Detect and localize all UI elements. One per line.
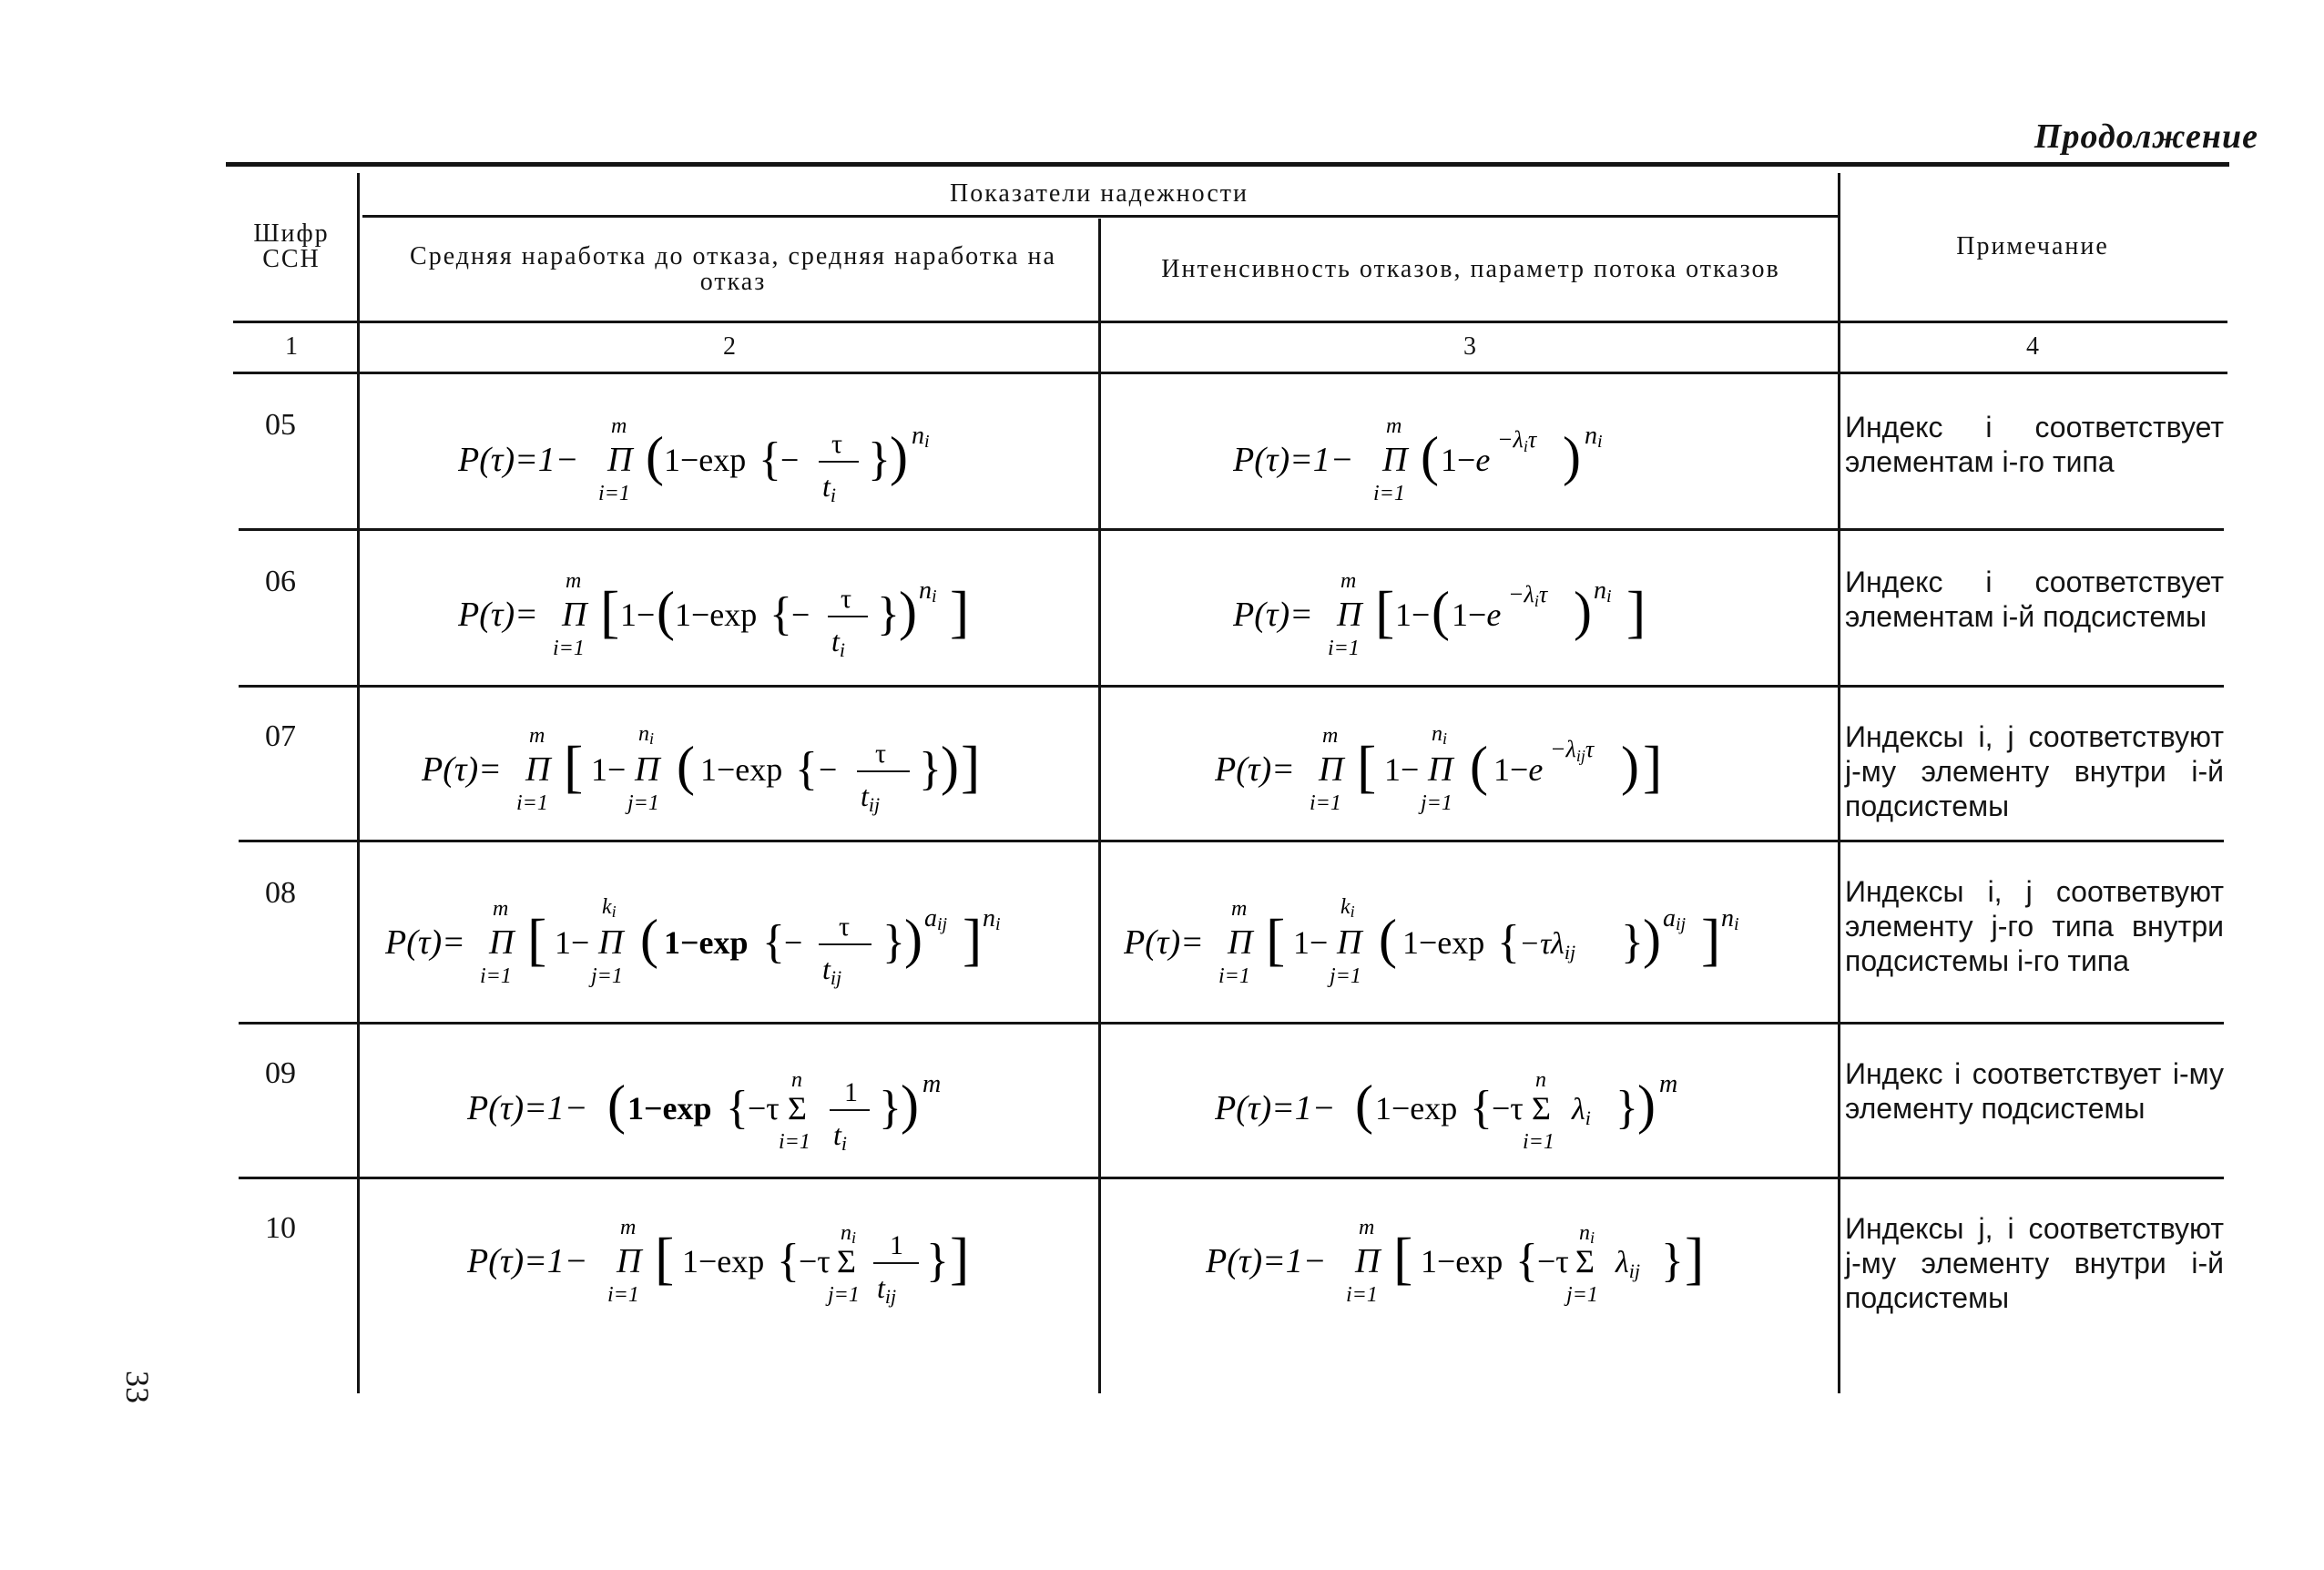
page-number: 33 <box>119 1371 156 1403</box>
svg-text:[: [ <box>1393 1226 1413 1290</box>
svg-text:−τ: −τ <box>1537 1243 1569 1279</box>
svg-text:Π: Π <box>1355 1242 1381 1280</box>
svg-text:1−exp: 1−exp <box>664 442 747 478</box>
svg-text:{: { <box>726 1082 749 1134</box>
svg-text:): ) <box>904 909 922 969</box>
continuation-label: Продолжение <box>2034 117 2258 156</box>
svg-text:[: [ <box>655 1226 675 1290</box>
svg-text:1−e: 1−e <box>1452 596 1502 633</box>
svg-text:τ: τ <box>831 429 843 459</box>
svg-text:(: ( <box>646 426 664 486</box>
header-col4: Примечание <box>1956 232 2109 260</box>
svg-text:}: } <box>1621 916 1644 968</box>
svg-text:1−: 1− <box>1384 751 1420 788</box>
svg-text:j=1: j=1 <box>828 1283 860 1307</box>
svg-text:P(τ)=: P(τ)= <box>1233 596 1313 634</box>
row-separator <box>239 1177 2224 1179</box>
row-08-formula-rate <box>1102 856 1838 1020</box>
row-09-code: 09 <box>265 1056 296 1090</box>
svg-text:ni: ni <box>983 904 1001 934</box>
svg-text:m: m <box>566 569 582 593</box>
row-08-formula-mtbf <box>364 856 1098 1020</box>
svg-text:−: − <box>780 442 800 478</box>
svg-text:[: [ <box>1375 579 1395 644</box>
svg-text:P(τ)=1−: P(τ)=1− <box>1206 1242 1327 1280</box>
col-divider-2 <box>1098 219 1101 1393</box>
svg-text:[: [ <box>1266 907 1286 972</box>
svg-text:−: − <box>791 596 810 633</box>
column-number-2: 2 <box>723 332 736 361</box>
svg-text:{: { <box>762 916 785 968</box>
svg-text:1−: 1− <box>1395 596 1431 633</box>
row-09-formula-mtbf <box>364 1031 1098 1177</box>
svg-text:{: { <box>759 433 781 485</box>
svg-text:τ: τ <box>875 739 887 769</box>
svg-text:]: ] <box>1643 734 1663 799</box>
header-col3: Интенсивность отказов, параметр потока отказов <box>1161 255 1780 283</box>
svg-text:1−exp: 1−exp <box>675 596 758 633</box>
svg-text:[: [ <box>600 579 620 644</box>
svg-text:Π: Π <box>1382 441 1408 479</box>
svg-text:1−: 1− <box>1293 924 1329 961</box>
svg-text:τ: τ <box>839 912 851 942</box>
svg-text:m: m <box>620 1216 637 1239</box>
svg-text:(: ( <box>1432 581 1450 641</box>
svg-text:P(τ)=: P(τ)= <box>1124 923 1204 962</box>
svg-text:i=1: i=1 <box>598 482 630 505</box>
svg-text:ki: ki <box>602 895 617 921</box>
row-05-note: Индекс i соответствует элементам i-го типа <box>1845 411 2224 478</box>
svg-text:tij: tij <box>822 953 842 989</box>
group-header-rule <box>362 215 1838 218</box>
svg-text:]: ] <box>1701 907 1721 972</box>
row-09-formula-rate <box>1102 1031 1838 1177</box>
svg-text:(: ( <box>657 581 675 641</box>
svg-text:m: m <box>1231 897 1248 921</box>
svg-text:{: { <box>777 1235 800 1287</box>
svg-text:}: } <box>926 1235 949 1287</box>
svg-text:): ) <box>1574 581 1592 641</box>
svg-text:P(τ)=: P(τ)= <box>422 750 502 789</box>
header-group: Показатели надежности <box>950 179 1249 208</box>
svg-text:−λiτ: −λiτ <box>1508 581 1548 610</box>
svg-text:Σ: Σ <box>1575 1243 1595 1279</box>
svg-text:−λijτ: −λijτ <box>1550 736 1595 765</box>
svg-text:j=1: j=1 <box>591 964 623 988</box>
svg-text:P(τ)=1−: P(τ)=1− <box>1215 1089 1336 1127</box>
svg-text:}: } <box>882 916 905 968</box>
svg-text:[: [ <box>1357 734 1377 799</box>
svg-text:(: ( <box>1421 426 1439 486</box>
svg-text:−: − <box>819 751 838 788</box>
svg-text:i=1: i=1 <box>607 1283 639 1307</box>
svg-text:): ) <box>1563 426 1581 486</box>
row-05-formula-mtbf <box>364 382 1098 528</box>
svg-text:(: ( <box>1379 909 1397 969</box>
row-05-code: 05 <box>265 408 296 442</box>
row-05-formula-rate <box>1102 382 1838 528</box>
svg-text:ni: ni <box>1721 904 1739 934</box>
row-08-code: 08 <box>265 876 296 910</box>
row-separator <box>239 528 2224 531</box>
svg-text:]: ] <box>950 579 970 644</box>
svg-text:Π: Π <box>562 596 587 634</box>
row-10-code: 10 <box>265 1211 296 1245</box>
svg-text:m: m <box>529 724 545 748</box>
svg-text:i=1: i=1 <box>1218 964 1250 988</box>
svg-text:Π: Π <box>1337 923 1362 962</box>
row-separator <box>239 685 2224 688</box>
svg-text:Π: Π <box>1337 596 1362 634</box>
svg-text:Π: Π <box>607 441 633 479</box>
column-number-3: 3 <box>1463 332 1476 361</box>
svg-text:]: ] <box>961 734 981 799</box>
table-top-rule <box>226 162 2229 167</box>
col-divider-1 <box>357 173 360 1393</box>
row-10-formula-rate <box>1102 1184 1838 1330</box>
row-06-formula-rate <box>1102 537 1838 683</box>
svg-text:{: { <box>1497 916 1520 968</box>
svg-text:1−exp: 1−exp <box>627 1090 712 1127</box>
svg-text:): ) <box>941 736 959 796</box>
svg-text:P(τ)=1−: P(τ)=1− <box>467 1089 588 1127</box>
svg-text:−τ: −τ <box>799 1243 831 1279</box>
svg-text:1−exp: 1−exp <box>682 1243 765 1279</box>
svg-text:}: } <box>868 433 891 485</box>
svg-text:{: { <box>1515 1235 1538 1287</box>
svg-text:ni: ni <box>919 576 937 607</box>
svg-text:i=1: i=1 <box>1310 791 1341 815</box>
svg-text:]: ] <box>1626 579 1646 644</box>
svg-text:j=1: j=1 <box>1566 1283 1598 1307</box>
svg-text:m: m <box>922 1070 942 1098</box>
svg-text:i=1: i=1 <box>1328 637 1360 660</box>
svg-text:): ) <box>1637 1075 1656 1135</box>
svg-text:Π: Π <box>1319 750 1344 789</box>
svg-text:}: } <box>919 743 942 795</box>
svg-text:P(τ)=: P(τ)= <box>458 596 538 634</box>
svg-text:}: } <box>1661 1235 1684 1287</box>
svg-text:P(τ)=1−: P(τ)=1− <box>458 441 579 479</box>
svg-text:(: ( <box>1355 1075 1373 1135</box>
svg-text:1: 1 <box>844 1077 858 1107</box>
svg-text:ki: ki <box>1340 895 1355 921</box>
svg-text:−: − <box>784 924 803 961</box>
svg-text:]: ] <box>950 1226 970 1290</box>
svg-text:{: { <box>770 588 792 640</box>
svg-text:Π: Π <box>1228 923 1253 962</box>
svg-text:−λiτ: −λiτ <box>1497 426 1537 455</box>
svg-text:m: m <box>1322 724 1339 748</box>
svg-text:Σ: Σ <box>788 1090 807 1127</box>
svg-text:1−exp: 1−exp <box>700 751 783 788</box>
svg-text:ti: ti <box>822 470 837 506</box>
svg-text:ni: ni <box>912 422 930 452</box>
svg-text:}: } <box>1616 1082 1638 1134</box>
svg-text:}: } <box>877 588 900 640</box>
svg-text:Σ: Σ <box>1532 1090 1551 1127</box>
svg-text:1−: 1− <box>591 751 627 788</box>
svg-text:1−e: 1−e <box>1441 442 1491 478</box>
svg-text:i=1: i=1 <box>516 791 548 815</box>
row-10-note: Индексы j, i соответствуют j-му элементу внутри i-й подсистемы <box>1845 1212 2224 1314</box>
row-07-formula-mtbf <box>364 692 1098 838</box>
svg-text:1−exp: 1−exp <box>1402 924 1485 961</box>
svg-text:n: n <box>791 1068 802 1092</box>
header-code: Шифр ССН <box>253 219 330 273</box>
svg-text:i=1: i=1 <box>480 964 512 988</box>
svg-text:P(τ)=1−: P(τ)=1− <box>467 1242 588 1280</box>
svg-text:1−e: 1−e <box>1493 751 1544 788</box>
row-10-formula-mtbf <box>364 1184 1098 1330</box>
row-07-note: Индексы i, j соответствуют j-му элементу внутри i-й подсистемы <box>1845 720 2224 822</box>
svg-text:1−: 1− <box>620 596 656 633</box>
svg-text:n: n <box>1535 1068 1546 1092</box>
svg-text:1: 1 <box>890 1230 903 1260</box>
row-06-code: 06 <box>265 565 296 598</box>
svg-text:ni: ni <box>841 1221 857 1247</box>
svg-text:aij: aij <box>924 904 948 934</box>
svg-text:1−exp: 1−exp <box>1375 1090 1458 1127</box>
svg-text:i=1: i=1 <box>1373 482 1405 505</box>
svg-text:m: m <box>493 897 509 921</box>
svg-text:P(τ)=: P(τ)= <box>385 923 465 962</box>
svg-text:Π: Π <box>598 923 624 962</box>
svg-text:m: m <box>611 414 627 438</box>
svg-text:): ) <box>1621 736 1639 796</box>
svg-text:i=1: i=1 <box>553 637 585 660</box>
svg-text:ti: ti <box>831 625 846 661</box>
svg-text:Π: Π <box>617 1242 642 1280</box>
svg-text:1−: 1− <box>555 924 590 961</box>
svg-text:i=1: i=1 <box>1523 1130 1554 1154</box>
svg-text:ni: ni <box>638 722 655 748</box>
row-07-formula-rate <box>1102 692 1838 838</box>
svg-text:ti: ti <box>833 1118 848 1155</box>
svg-text:Π: Π <box>525 750 551 789</box>
svg-text:]: ] <box>963 907 983 972</box>
header-col2: Средняя наработка до отказа, средняя наработка на отказ <box>410 242 1056 296</box>
svg-text:[: [ <box>527 907 547 972</box>
svg-text:{: { <box>1470 1082 1493 1134</box>
svg-text:(: ( <box>677 736 695 796</box>
svg-text:tij: tij <box>877 1271 897 1308</box>
svg-text:P(τ)=: P(τ)= <box>1215 750 1295 789</box>
svg-text:P(τ)=1−: P(τ)=1− <box>1233 441 1354 479</box>
svg-text:1−exp: 1−exp <box>1421 1243 1503 1279</box>
svg-text:tij: tij <box>861 780 881 816</box>
svg-text:i=1: i=1 <box>1346 1283 1378 1307</box>
svg-text:): ) <box>901 1075 919 1135</box>
svg-text:j=1: j=1 <box>627 791 659 815</box>
svg-text:λi: λi <box>1572 1093 1591 1129</box>
svg-text:): ) <box>1643 909 1661 969</box>
svg-text:i=1: i=1 <box>779 1130 810 1154</box>
row-09-note: Индекс i соответствует i-му элементу подсистемы <box>1845 1057 2224 1125</box>
svg-text:(: ( <box>607 1075 626 1135</box>
svg-text:(: ( <box>640 909 658 969</box>
row-08-note: Индексы i, j соответвуют элементу j-го типа внутри подсистемы i-го типа <box>1845 875 2224 977</box>
svg-text:m: m <box>1340 569 1357 593</box>
svg-text:Σ: Σ <box>837 1243 856 1279</box>
svg-text:(: ( <box>1470 736 1488 796</box>
svg-text:−τ: −τ <box>748 1090 780 1127</box>
svg-text:ni: ni <box>1432 722 1448 748</box>
svg-text:m: m <box>1386 414 1402 438</box>
colnum-bottom-rule <box>233 372 2227 374</box>
svg-text:m: m <box>1659 1070 1678 1098</box>
svg-text:ni: ni <box>1594 576 1612 607</box>
svg-text:aij: aij <box>1663 904 1687 934</box>
svg-text:{: { <box>795 743 818 795</box>
svg-text:λij: λij <box>1616 1246 1640 1282</box>
svg-text:): ) <box>890 426 908 486</box>
svg-text:j=1: j=1 <box>1330 964 1361 988</box>
svg-text:m: m <box>1359 1216 1375 1239</box>
row-07-code: 07 <box>265 719 296 753</box>
svg-text:}: } <box>879 1082 902 1134</box>
row-separator <box>239 1022 2224 1025</box>
svg-text:τ: τ <box>841 584 852 614</box>
column-number-1: 1 <box>285 332 298 361</box>
svg-text:−τλij: −τλij <box>1519 927 1576 963</box>
col-divider-3 <box>1838 173 1840 1393</box>
header-bottom-rule <box>233 321 2227 323</box>
svg-text:Π: Π <box>635 750 660 789</box>
svg-text:[: [ <box>564 734 584 799</box>
svg-text:1−exp: 1−exp <box>664 924 749 961</box>
svg-text:ni: ni <box>1579 1221 1595 1247</box>
svg-text:): ) <box>899 581 917 641</box>
row-separator <box>239 840 2224 842</box>
row-06-note: Индекс i соответствует элементам i-й подсистемы <box>1845 566 2224 633</box>
svg-text:−τ: −τ <box>1492 1090 1524 1127</box>
svg-text:]: ] <box>1685 1226 1705 1290</box>
svg-text:Π: Π <box>1428 750 1453 789</box>
row-06-formula-mtbf <box>364 537 1098 683</box>
svg-text:j=1: j=1 <box>1421 791 1452 815</box>
column-number-4: 4 <box>2026 332 2039 361</box>
svg-text:ni: ni <box>1585 422 1603 452</box>
svg-text:Π: Π <box>489 923 515 962</box>
